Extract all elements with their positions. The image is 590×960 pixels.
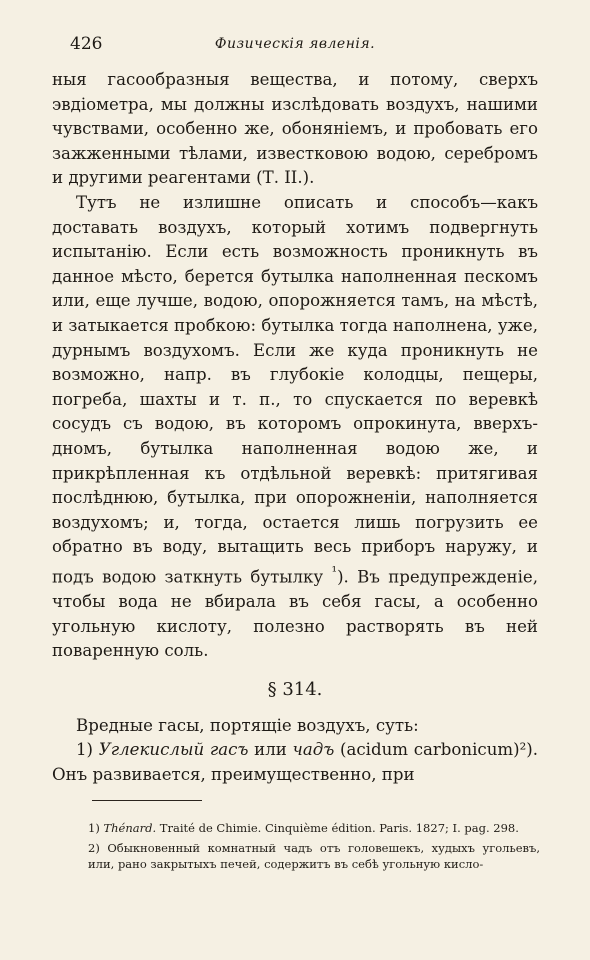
paragraph-2: [52, 191, 538, 664]
footnote-divider: [92, 800, 202, 801]
footnote-2: [88, 840, 540, 872]
footnote-2-number: 2): [88, 841, 100, 855]
paragraph-4: [52, 738, 538, 787]
connector-word: или: [254, 740, 287, 760]
paragraph-4-rest: (acidum carbonicum)²). Онъ развивается, преимущественно, при: [52, 740, 539, 784]
footnote-1-text: Traité de Chimie. Cinquième édition. Paris. 1827; I. pag. 298.: [159, 821, 519, 835]
main-text: [52, 68, 538, 788]
term-carbon-gas: Углекислый гасъ: [98, 740, 249, 760]
paragraph-1: ныя гасообразныя вещества, и потому, сверхъ эвдіометра, мы должны изслѣдовать воздухъ, нашими чувствами, особенно же, обоняніемъ, и пробовать его зажженными тѣлами, известковою водою, серебромъ и другими реагентами (Т. II.).: [52, 70, 538, 188]
term-chad: чадъ: [292, 740, 335, 760]
footnotes: [88, 820, 540, 876]
footnote-ref-1: ¹: [331, 563, 338, 580]
paragraph-2-part-b: ). Въ предупрежденіе, чтобы вода не вбирала въ себя гасы, а особенно угольную кислоту, полезно растворять въ ней поваренную соль.: [52, 567, 538, 661]
paragraph-3: Вредные гасы, портящіе воздухъ, суть:: [76, 715, 419, 735]
running-head: Физическія явленія.: [214, 36, 376, 52]
section-heading: § 314.: [267, 678, 323, 700]
footnote-1: [88, 820, 540, 836]
footnote-2-text: Обыкновенный комнатный чадъ отъ головешекъ, худыхъ угольевъ, или, рано закрытыхъ печей, содержитъ въ себѣ угольную кисло-: [88, 841, 540, 871]
page-number: 426: [70, 34, 103, 54]
paragraph-2-part-a: Тутъ не излишне описать и способъ—какъ доставать воздухъ, который хотимъ подвергнуть испытанію. Если есть возможность проникнуть въ данное мѣсто, берется бутылка наполненная пескомъ или, еще лучше, водою, опорожняется тамъ, на мѣстѣ, и затыкается пробкою: бутылка тогда наполнена, уже, дурнымъ воздухомъ. Если же куда проникнуть не возможно, напр. въ глубокіе колодцы, пещеры, погреба, шахты и т. п., то спускается по веревкѣ сосудъ съ водою, въ которомъ опрокинута, вверхъ-дномъ, бутылка наполненная водою же, и прикрѣпленная къ отдѣльной веревкѣ: притягивая послѣднюю, бутылка, при опорожненіи, наполняется воздухомъ; и, тогда, остается лишь погрузить ее обратно въ воду, вытащить весь приборъ наружу, и подъ водою заткнуть бутылку: [52, 192, 538, 587]
page-header: [70, 34, 520, 56]
list-number: 1): [76, 740, 94, 760]
footnote-1-number: 1): [88, 821, 100, 835]
footnote-1-author: Thénard.: [103, 821, 157, 835]
